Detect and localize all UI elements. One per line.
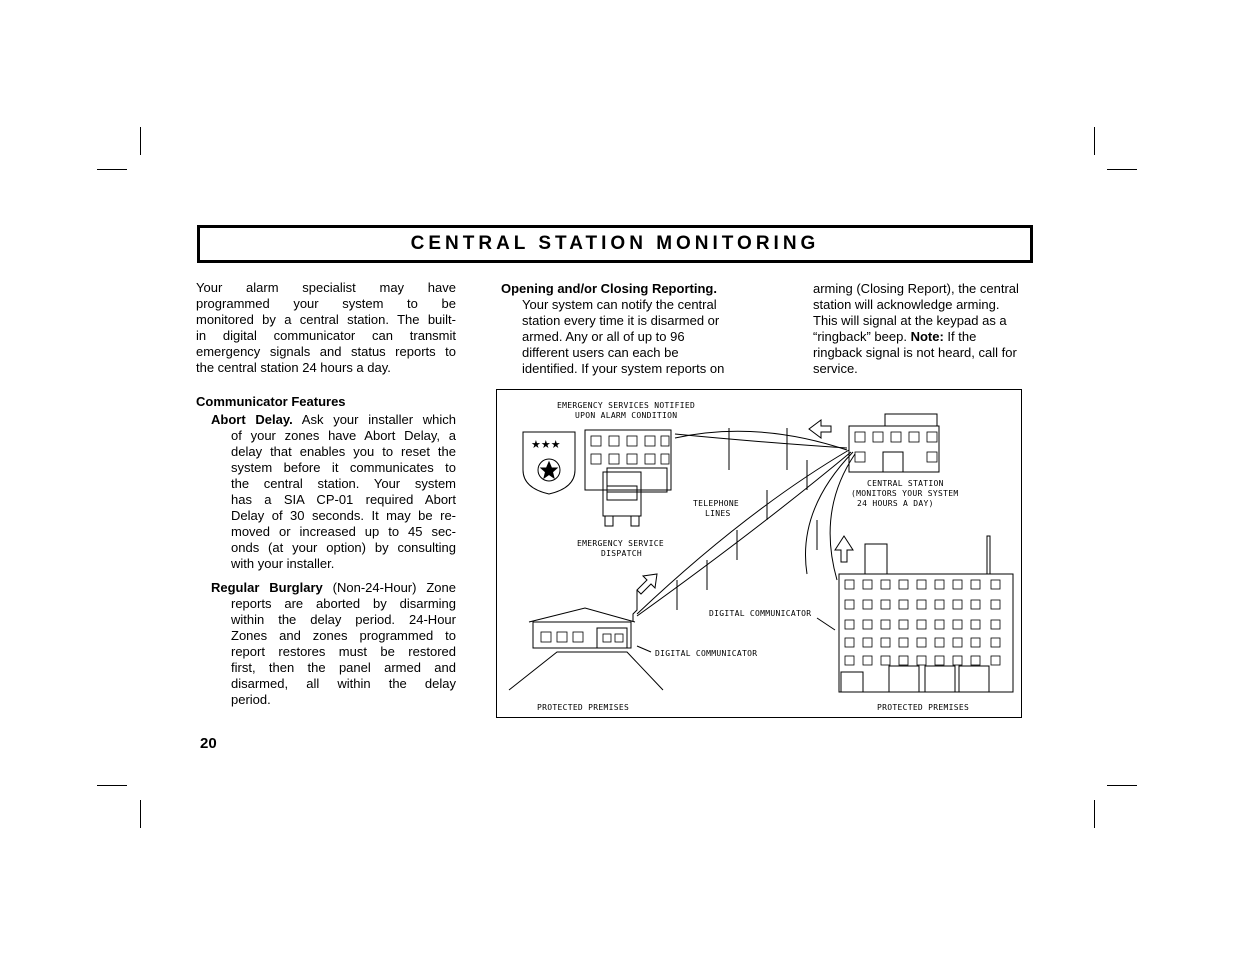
term-label: Abort Delay.: [211, 412, 293, 427]
central-station-building: [849, 426, 939, 472]
label-telephone: TELEPHONE: [693, 499, 740, 508]
text-line: the central station 24 hours a day.: [196, 360, 391, 375]
title-banner: [197, 225, 1033, 263]
text-line: ringback signal is not heard, call for: [813, 345, 1017, 360]
text-line: onds (at your option) by consulting: [231, 540, 456, 555]
label-digital-communicator: DIGITAL COMMUNICATOR: [655, 649, 758, 658]
crop-mark: [1094, 800, 1095, 828]
text-line: identified. If your system reports on: [522, 361, 725, 376]
text-line: reports are aborted by disarming: [231, 596, 456, 611]
page-title: CENTRAL STATION MONITORING: [410, 233, 820, 254]
monitoring-diagram: [496, 389, 1022, 718]
crop-mark: [140, 800, 141, 828]
text-line: has a SIA CP-01 required Abort: [231, 492, 456, 507]
text-line: programmed your system to be: [196, 296, 456, 311]
arrow-left-icon: [809, 420, 831, 438]
opening-closing-paragraph: [501, 281, 761, 377]
label-protected-premises: PROTECTED PREMISES: [877, 703, 970, 712]
text-span: “ringback” beep.: [813, 329, 911, 344]
label-emergency-dispatch: EMERGENCY SERVICE: [577, 539, 664, 548]
text-span: (Non-24-Hour) Zone: [322, 580, 456, 595]
text-line: with your installer.: [231, 556, 335, 571]
text-line: different users can each be: [522, 345, 679, 360]
telephone-line: [830, 454, 855, 580]
text-line: This will signal at the keypad as a: [813, 313, 1007, 328]
ringback-paragraph: [813, 281, 1043, 377]
text-line: in digital communicator can transmit: [196, 328, 456, 343]
label-dispatch: DISPATCH: [601, 549, 642, 558]
text-line: system before it communicates to: [231, 460, 456, 475]
text-line: [813, 329, 1043, 345]
text-line: report restores must be restored: [231, 644, 456, 659]
label-protected-premises: PROTECTED PREMISES: [537, 703, 630, 712]
text-line: Zones and zones programmed to: [231, 628, 456, 643]
text-line: station every time it is disarmed or: [522, 313, 720, 328]
label-monitors: (MONITORS YOUR SYSTEM: [851, 489, 959, 498]
page-number: 20: [200, 735, 217, 752]
abort-delay-paragraph: [211, 412, 456, 572]
text-line: delay that enables you to reset the: [231, 444, 456, 459]
fire-truck-icon: [603, 472, 641, 526]
text-line: Your system can notify the central: [522, 297, 717, 312]
text-line: monitored by a central station. The built-: [196, 312, 456, 327]
crop-mark: [140, 127, 141, 155]
stars-icon: ★★★: [531, 439, 561, 451]
label-emergency-notified: EMERGENCY SERVICES NOTIFIED: [557, 401, 696, 410]
note-label: Note:: [910, 329, 944, 344]
text-line: service.: [813, 361, 858, 376]
factory-building: [839, 536, 1013, 692]
crop-mark: [1094, 127, 1095, 155]
text-line: arming (Closing Report), the central: [813, 281, 1019, 296]
diagram-drawing: [497, 390, 1021, 717]
house-icon: [509, 590, 663, 690]
label-emergency-condition: UPON ALARM CONDITION: [575, 411, 678, 420]
text-line: moved or increased up to 45 sec-: [231, 524, 456, 539]
text-line: emergency signals and status reports to: [196, 344, 456, 359]
text-line: [211, 580, 456, 596]
text-line: first, then the panel armed and: [231, 660, 456, 675]
section-heading: Opening and/or Closing Reporting.: [501, 281, 717, 296]
text-line: Your alarm specialist may have: [196, 280, 456, 295]
crop-mark: [97, 169, 127, 170]
text-line: armed. Any or all of up to 96: [522, 329, 685, 344]
telephone-line: [637, 452, 851, 616]
term-label: Regular Burglary: [211, 580, 323, 595]
crop-mark: [1107, 169, 1137, 170]
arrow-upright-icon: [637, 574, 657, 594]
label-digital-communicator: DIGITAL COMMUNICATOR: [709, 609, 812, 618]
text-line: within the delay period. 24-Hour: [231, 612, 456, 627]
arrow-up-icon: [835, 536, 853, 562]
intro-paragraph: [196, 280, 456, 376]
text-line: disarmed, all within the delay: [231, 676, 456, 691]
regular-burglary-paragraph: [211, 580, 456, 708]
emergency-building: [585, 430, 671, 490]
section-heading: Communicator Features: [196, 394, 346, 409]
text-line: Delay of 30 seconds. It may be re-: [231, 508, 456, 523]
text-span: If the: [943, 329, 977, 344]
crop-mark: [1107, 785, 1137, 786]
label-24-hours: 24 HOURS A DAY): [857, 499, 934, 508]
text-span: Ask your installer which: [292, 412, 456, 427]
text-line: the central station. Your system: [231, 476, 456, 491]
text-line: period.: [231, 692, 271, 707]
label-central-station: CENTRAL STATION: [867, 479, 944, 488]
text-line: station will acknowledge arming.: [813, 297, 1000, 312]
crop-mark: [97, 785, 127, 786]
text-line: [211, 412, 456, 428]
text-line: of your zones have Abort Delay, a: [231, 428, 456, 443]
label-lines: LINES: [705, 509, 731, 518]
